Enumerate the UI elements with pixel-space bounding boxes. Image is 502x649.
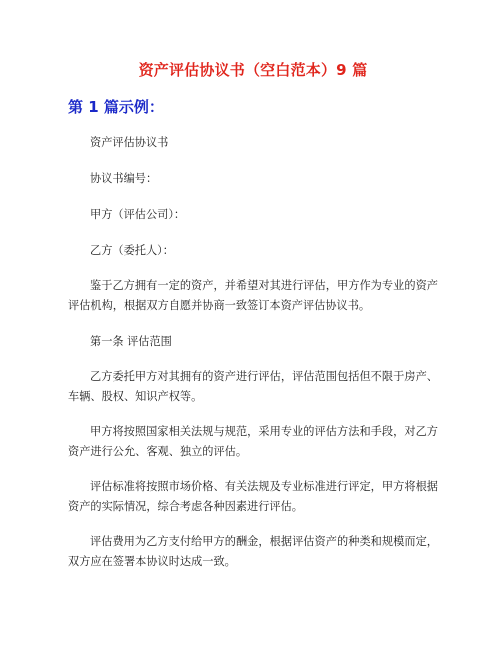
standard-paragraph: 评估标准将按照市场价格、有关法规及专业标准进行评定，甲方将根据资产的实际情况，综合考虑各种因素进行评估。 (68, 480, 438, 513)
method-paragraph: 甲方将按照国家相关法规与规范，采用专业的评估方法和手段，对乙方资产进行公允、客观、独立的评估。 (68, 425, 438, 458)
party-a-line: 甲方（评估公司）： (90, 208, 186, 221)
section-heading: 第 1 篇示例： (68, 98, 164, 116)
article-one-heading: 第一条 评估范围 (90, 335, 172, 348)
fee-paragraph: 评估费用为乙方支付给甲方的酬金，根据评估资产的种类和规模而定，双方应在签署本协议时达成一致。 (68, 535, 438, 568)
document-title: 资产评估协议书（空白范本）9 篇 (138, 61, 368, 79)
agreement-number-line: 协议书编号： (90, 172, 158, 185)
agreement-name-line: 资产评估协议书 (90, 136, 169, 149)
party-b-line: 乙方（委托人）： (90, 244, 174, 257)
scope-paragraph: 乙方委托甲方对其拥有的资产进行评估，评估范围包括但不限于房产、车辆、股权、知识产权等。 (68, 370, 438, 403)
preamble-paragraph: 鉴于乙方拥有一定的资产，并希望对其进行评估，甲方作为专业的资产评估机构，根据双方自愿并协商一致签订本资产评估协议书。 (68, 279, 438, 312)
